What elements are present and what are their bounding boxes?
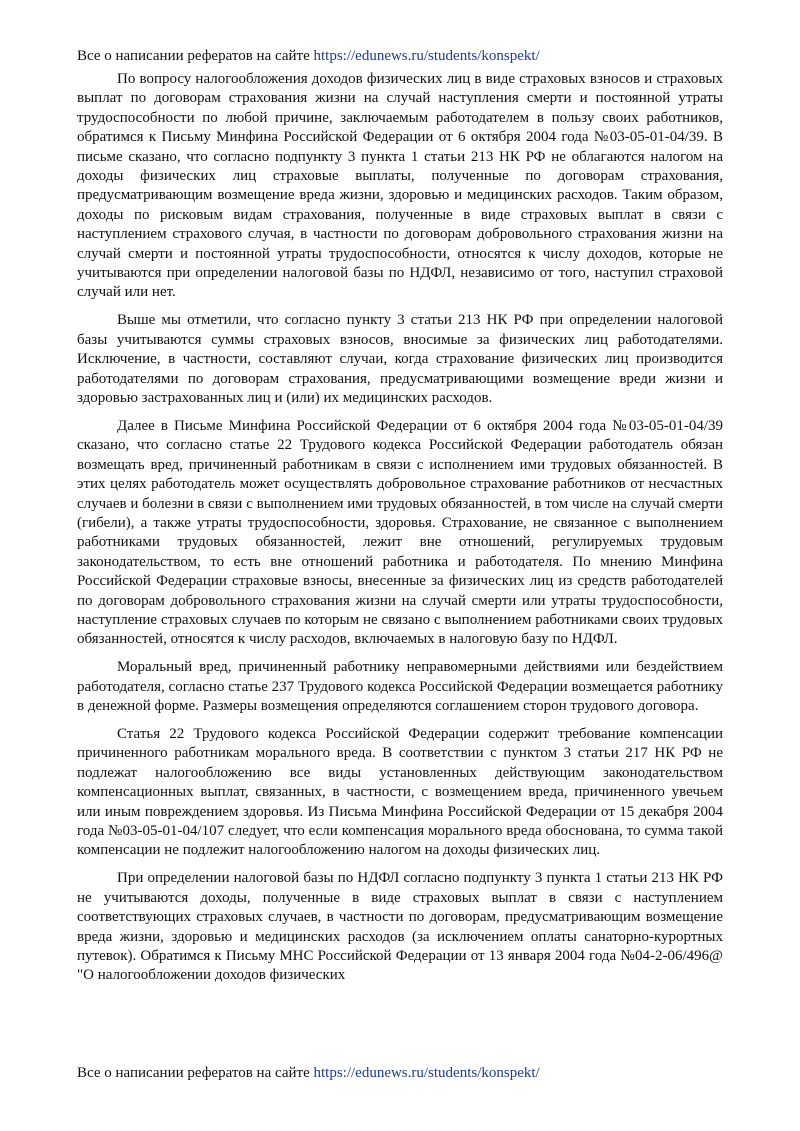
footer-prefix: Все о написании рефератов на сайте xyxy=(77,1065,314,1081)
document-page xyxy=(77,46,723,994)
page-header xyxy=(77,46,723,66)
page-footer xyxy=(77,1063,723,1083)
paragraph-3: Далее в Письме Минфина Российской Федерации от 6 октября 2004 года №03-05-01-04/39 сказано, что согласно статье 22 Трудового кодекса Российской Федерации работодатель обязан возмещать вред, причиненный работникам в связи с исполнением ими трудовых обязанностей. В этих целях работодатель может осуществлять добровольное страхование работников от несчастных случаев и болезни в связи с выполнением ими трудовых обязанностей, в том числе на случай смерти (гибели), а также утраты трудоспособности, здоровья. Страхование, не связанное с выполнением работниками трудовых обязанностей, лежит вне отношений, регулируемых трудовым законодательством, то есть вне отношений работника и работодателя. По мнению Минфина Российской Федерации страховые взносы, внесенные за физических лиц из средств работодателей по договорам добровольного страхования жизни на случай смерти или утраты трудоспособности, наступление страховых случаев по которым не связано с выполнением работниками своих трудовых обязанностей, относятся к числу расходов, включаемых в налоговую базу по НДФЛ. xyxy=(77,417,723,648)
paragraph-5: Статья 22 Трудового кодекса Российской Федерации содержит требование компенсации причиненного работникам морального вреда. В соответствии с пунктом 3 статьи 217 НК РФ не подлежат налогообложению все виды установленных действующим законодательством компенсационных выплат, связанных, в частности, с возмещением вреда, причиненного увечьем или иным повреждением здоровья. Из Письма Минфина Российской Федерации от 15 декабря 2004 года №03-05-01-04/107 следует, что если компенсация морального вреда обоснована, то сумма такой компенсации не подлежит налогообложению налогом на доходы физических лиц. xyxy=(77,726,723,859)
header-link[interactable]: https://edunews.ru/students/konspekt/ xyxy=(313,48,540,64)
paragraph-2: Выше мы отметили, что согласно пункту 3 статьи 213 НК РФ при определении налоговой базы учитываются суммы страховых взносов, вносимые за физических лиц работодателями. Исключение, в частности, составляют случаи, когда страхование физических лиц производится работодателями по договорам страхования, предусматривающими возмещение вреди жизни и здоровью застрахованных лиц и (или) их медицинских расходов. xyxy=(77,312,723,406)
paragraph-4: Моральный вред, причиненный работнику неправомерными действиями или бездействием работодателя, согласно статье 237 Трудового кодекса Российской Федерации возмещается работнику в денежной форме. Размеры возмещения определяются соглашением сторон трудового договора. xyxy=(77,659,723,715)
footer-link[interactable]: https://edunews.ru/students/konspekt/ xyxy=(313,1065,540,1081)
paragraph-6: При определении налоговой базы по НДФЛ согласно подпункту 3 пункта 1 статьи 213 НК РФ не учитываются доходы, полученные в виде страховых выплат в связи с наступлением соответствующих страховых случаев, в частности по договорам, предусматривающим возмещение вреда жизни, здоровью и медицинских расходов (за исключением оплаты санаторно-курортных путевок). Обратимся к Письму МНС Российской Федерации от 13 января 2004 года №04-2-06/496@ "О налогообложении доходов физических xyxy=(77,870,723,984)
header-prefix: Все о написании рефератов на сайте xyxy=(77,48,314,64)
document-body xyxy=(77,70,723,986)
page-footer-area xyxy=(77,1063,723,1083)
paragraph-1: По вопросу налогообложения доходов физических лиц в виде страховых взносов и страховых выплат по договорам страхования жизни на случай наступления смерти и постоянной утраты трудоспособности по любой причине, заключаемым работодателем в пользу своих работников, обратимся к Письму Минфина Российской Федерации от 6 октября 2004 года №03-05-01-04/39. В письме сказано, что согласно подпункту 3 пункта 1 статьи 213 НК РФ не облагаются налогом на доходы физических лиц страховые выплаты, полученные по договорам страхования, предусматривающим возмещение вреда жизни, здоровью и медицинских расходов. Таким образом, доходы по рисковым видам страхования, полученные в виде страховых выплат в связи с наступлением страхового случая, в частности по договорам добровольного страхования жизни на случай смерти и постоянной утраты трудоспособности, относятся к числу доходов, которые не учитываются при определении налоговой базы по НДФЛ, независимо от того, наступил страховой случай или нет. xyxy=(77,71,723,301)
